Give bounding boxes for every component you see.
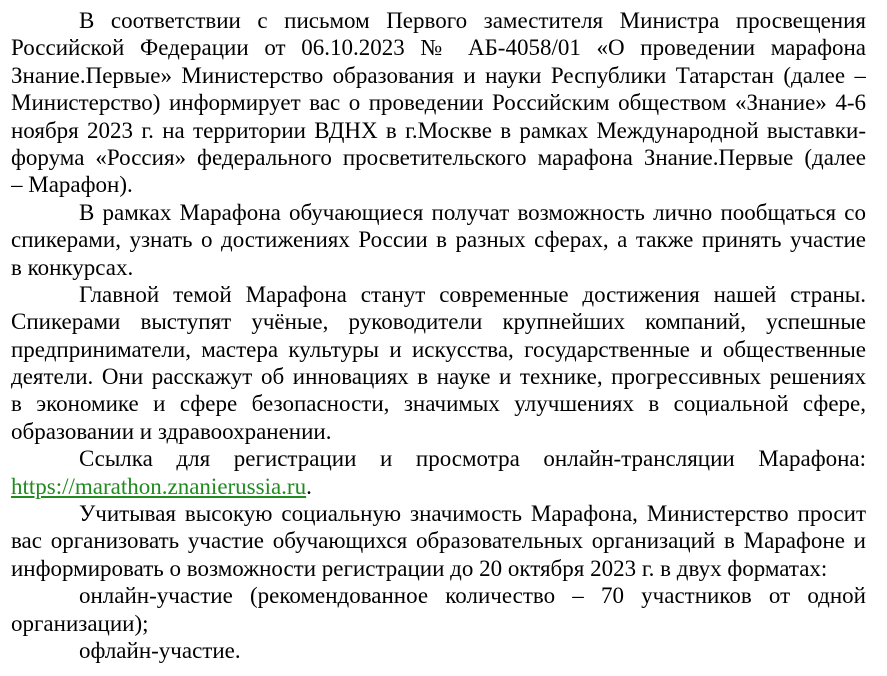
paragraph [11,199,866,281]
text-line: онлайн-участие (рекомендованное количество – 70 участников от одной [79,583,866,609]
text-line: предприниматели, мастера культуры и искусства, государственные и общественные [11,336,866,362]
text-line: Спикерами выступят учёные, руководители крупнейших компаний, успешные [11,309,866,335]
link-line [11,473,866,500]
paragraph [11,582,866,637]
text-line: спикерами, узнать о достижениях России в разных сферах, а также принять участие [11,227,866,253]
text-line: форума «Россия» федерального просветительского марафона Знание.Первые (далее [11,144,866,170]
link-suffix-period: . [306,473,312,499]
text-line: организации); [11,610,149,636]
text-line: офлайн-участие. [79,637,241,663]
paragraph [11,445,866,500]
text-line: – Марафон). [11,172,133,198]
paragraph [11,7,866,199]
paragraph [11,637,866,664]
text-line: Министерство) информирует вас о проведении Российским обществом «Знание» 4-6 [11,90,866,116]
paragraph [11,281,866,445]
text-line: Российской Федерации от 06.10.2023 № АБ-4058/01 «О проведении марафона [11,35,866,61]
text-line: информировать о возможности регистрации до 20 октября 2023 г. в двух форматах: [11,555,828,581]
text-line: Ссылка для регистрации и просмотра онлайн-трансляции Марафона: [79,446,866,472]
text-line: В соответствии с письмом Первого заместителя Министра просвещения [79,8,866,33]
text-line: образовании и здравоохранении. [11,418,332,444]
text-line: В рамках Марафона обучающиеся получат возможность лично пообщаться со [79,199,866,225]
text-line: Знание.Первые» Министерство образования и науки Республики Татарстан (далее – [11,62,866,88]
text-line: вас организовать участие обучающихся образовательных организаций в Марафоне и [11,528,866,554]
text-line: ноября 2023 г. на территории ВДНХ в г.Москве в рамках Международной выставки- [11,117,866,143]
text-line: Учитывая высокую социальную значимость Марафона, Министерство просит [79,501,866,527]
text-line: в экономике и сфере безопасности, значимых улучшениях в социальной сфере, [11,391,866,417]
marathon-registration-link[interactable]: https://marathon.znanierussia.ru [11,473,307,499]
text-line: в конкурсах. [11,254,134,280]
paragraph [11,500,866,582]
text-line: деятели. Они расскажут об инновациях в науке и технике, прогрессивных решениях [11,364,866,390]
text-line: Главной темой Марафона станут современные достижения нашей страны. [79,281,866,307]
